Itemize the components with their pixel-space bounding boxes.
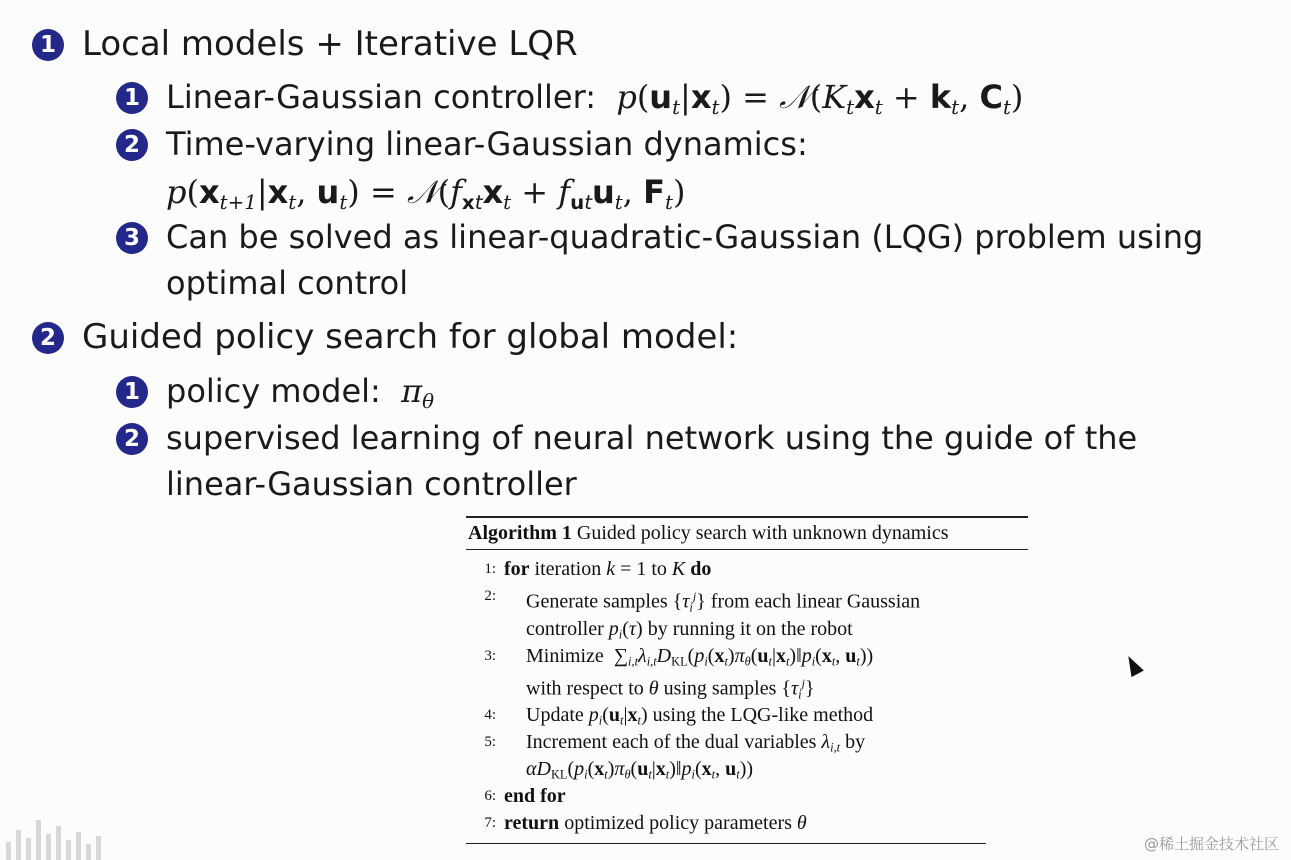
algo-line-3: 3: Minimize $\sum_{i,t}\lambda_{i,t}D_{KL}(p_i(x_t)\pi_\theta(u_t|x_t)‖p_i(x_t$, $u_t$)): [484, 644, 874, 669]
algorithm-box: [466, 516, 1028, 844]
supervised-line-cont: linear-Gaussian controller: [166, 465, 577, 503]
bullet-badge-2: 2: [32, 322, 64, 354]
algo-line-2: 2: Generate samples $\{\tau_i^j\}$ from each linear Gaussian: [484, 588, 921, 615]
algo-line-5: 5: Increment each of the dual variables $\lambda_{i,t}$ by: [484, 731, 866, 756]
controller-label: Linear-Gaussian controller:: [166, 78, 596, 116]
policy-model-label: policy model:: [166, 372, 381, 410]
dynamics-label: Time-varying linear-Gaussian dynamics:: [166, 125, 808, 163]
algo-line-6: 6: end for: [484, 785, 566, 808]
policy-symbol: $\pi_\theta$: [390, 372, 435, 413]
algo-bottom-rule: [466, 843, 986, 844]
algo-line-3-cont: with respect to θ using samples $\{\tau_i^j\}$: [526, 675, 815, 702]
sub-bullet-badge-2-1: 1: [116, 376, 148, 408]
sub-bullet-badge-1-1: 1: [116, 82, 148, 114]
algo-title: Algorithm 1 Guided policy search with unknown dynamics: [468, 522, 949, 544]
supervised-line: supervised learning of neural network using the guide of the: [166, 419, 1138, 457]
algo-line-4: 4: Update $p_i(u_t|x_t)$ using the LQG-like method: [484, 704, 874, 729]
sub-bullet-badge-1-3: 3: [116, 222, 148, 254]
dynamics-formula: $p(x_{t+1}|x_t$, $u_t$) = $𝒩(f_{xt}x_t + f_{ut}u_t$, $F_t$): [166, 173, 686, 214]
algo-line-5-cont: $\alpha D_{KL}(p_i(x_t)\pi_\theta(u_t|x_t)‖p_i(x_t$, $u_t$)): [526, 758, 754, 783]
algo-line-1: 1: for iteration k = 1 to K do: [484, 558, 712, 580]
policy-model-line: [166, 371, 434, 411]
heading-local-models: Local models + Iterative LQR: [82, 24, 578, 64]
bullet-badge-1: 1: [32, 29, 64, 61]
controller-line: [166, 77, 1023, 117]
algo-line-2-cont: controller $p_i(\tau)$ by running it on the robot: [526, 617, 853, 642]
lqg-line-cont: optimal control: [166, 264, 409, 302]
controller-formula: $p(u_t|x_t)$ = $𝒩(K_tx_t + k_t$, $C_t$): [616, 78, 1024, 119]
watermark-text: @稀土掘金技术社区: [1143, 835, 1279, 853]
lqg-line: Can be solved as linear-quadratic-Gaussian (LQG) problem using: [166, 218, 1204, 256]
sub-bullet-badge-1-2: 2: [116, 129, 148, 161]
algo-line-7: 7: return optimized policy parameters θ: [484, 812, 807, 835]
heading-guided-policy: Guided policy search for global model:: [82, 317, 739, 357]
mouse-cursor-icon: [1122, 653, 1144, 677]
sub-bullet-badge-2-2: 2: [116, 423, 148, 455]
video-artifact-bars: [0, 810, 120, 860]
